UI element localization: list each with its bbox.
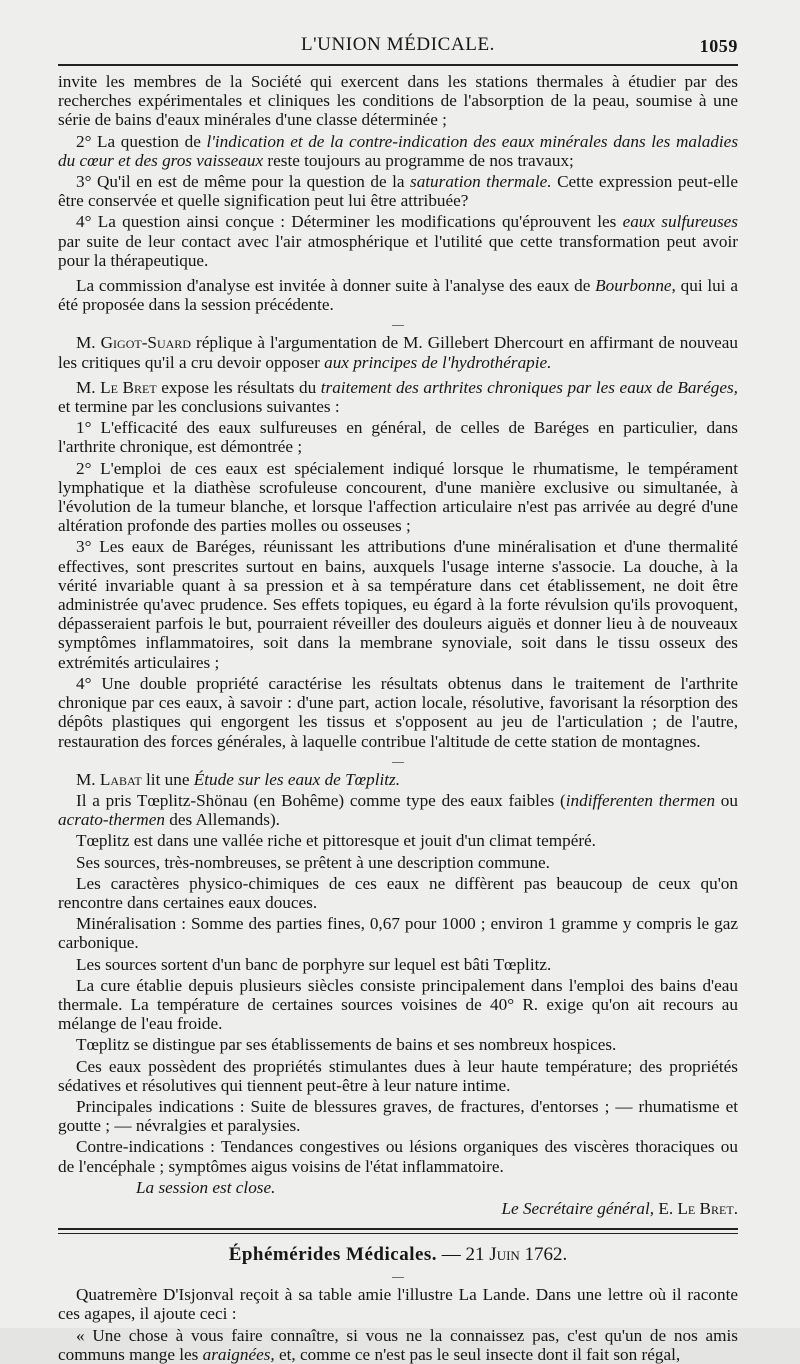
paragraph: Tœplitz est dans une vallée riche et pittoresque et jouit d'un climat tempéré. <box>76 831 596 851</box>
paragraph: Ses sources, très-nombreuses, se prêtent à une description commune. <box>76 852 550 872</box>
section-dash: — <box>392 317 404 332</box>
paragraph: 1° L'efficacité des eaux sulfureuses en général, de celles de Baréges en particulier, dans l'arthrite chronique, est démontrée ; <box>58 418 738 457</box>
section-heading <box>58 1244 738 1266</box>
section-divider <box>58 1228 738 1234</box>
section-title: Éphémérides Médicales. <box>228 1244 438 1266</box>
section-dash: — <box>392 1269 404 1284</box>
paragraph: Les caractères physico-chimiques de ces eaux ne diffèrent pas beaucoup de ceux qu'on rencontre dans certaines eaux douces. <box>58 873 738 912</box>
paragraph: invite les membres de la Société qui exercent dans les stations thermales à étudier par des recherches expérimentales et cliniques les conditions de l'absorption de la peau, soumise à une série de bains d'eaux minérales d'une classe déterminée ; <box>58 72 738 130</box>
paragraph: Principales indications : Suite de blessures graves, de fractures, d'entorses ; — rhumatisme et goutte ; — névralgies et paralysies. <box>58 1096 738 1136</box>
section-date: — 21 Juin 1762. <box>437 1244 568 1266</box>
header-rule <box>58 64 738 66</box>
paragraph: 2° La question de l'indication et de la contre-indication des eaux minérales dans les maladies du cœur et des gros vaisseaux reste toujours au programme de nos travaux; <box>58 131 739 170</box>
paragraph: La commission d'analyse est invitée à donner suite à l'analyse des eaux de Bourbonne, qui lui a été proposée dans la session précédente. <box>58 276 738 315</box>
page-number: 1059 <box>699 36 738 56</box>
paragraph: 2° L'emploi de ces eaux est spécialement indiqué lorsque le rhumatisme, le tempérament lymphatique et la diathèse scrofuleuse concourent, d'une manière exclusive ou simultanée, à l'évolution de la tumeur blanche, et lorsque l'affection articulaire n'est pas arrivée au degré d'une altération profonde des parties molles ou osseuses ; <box>58 458 738 536</box>
paragraph: M. Gigot-Suard réplique à l'argumentation de M. Gillebert Dhercourt en affirmant de nouveau les critiques qu'il a cru devoir opposer aux principes de l'hydrothérapie. <box>58 333 738 372</box>
paragraph: Il a pris Tœplitz-Shönau (en Bohême) comme type des eaux faibles (indifferenten thermen ou acrato-thermen des Allemands). <box>58 790 738 830</box>
paragraph: Les sources sortent d'un banc de porphyre sur lequel est bâti Tœplitz. <box>76 954 552 974</box>
paragraph: M. Labat lit une Étude sur les eaux de Tœplitz. <box>76 769 401 789</box>
running-head <box>58 30 738 60</box>
paragraph: Quatremère D'Isjonval reçoit à sa table amie l'illustre La Lande. Dans une lettre où il raconte ces agapes, il ajoute ceci : <box>58 1285 738 1324</box>
paragraph: M. Le Bret expose les résultats du traitement des arthrites chroniques par les eaux de Baréges, et termine par les conclusions suivantes : <box>58 377 738 417</box>
paragraph: 3° Les eaux de Baréges, réunissant les attributions d'une minéralisation et d'une thermalité effectives, sont prescrites surtout en bains, auxquels l'usage interne s'associe. La douche, à la vérité invariable quant à sa pression et à sa température dans cet établissement, ne doit être administrée qu'avec prudence. Ses effets topiques, eu égard à la forte révulsion qu'ils provoquent, dépasseraient parfois le but, pourraient réveiller des douleurs aiguës et donner lieu à de nouveaux symptômes inflammatoires, soit dans la membrane synoviale, soit dans le tissu osseux des extrémités articulaires ; <box>58 537 738 672</box>
paragraph: 3° Qu'il en est de même pour la question de la saturation thermale. Cette expression peut-elle être conservée et quelle signification peut lui être attribuée? <box>58 172 738 211</box>
section-dash: — <box>392 753 404 768</box>
journal-title: L'UNION MÉDICALE. <box>300 34 496 55</box>
closing-line: La session est close. <box>136 1177 276 1197</box>
paragraph: 4° La question ainsi conçue : Déterminer les modifications qu'éprouvent les eaux sulfureuses par suite de leur contact avec l'air atmosphérique et l'utilité que cette transformation peut avoir pour la thérapeutique. <box>58 212 738 270</box>
paragraph: Ces eaux possèdent des propriétés stimulantes dues à leur haute température; des propriétés sédatives et résolutives qui tiennent peut-être à leur nature intime. <box>58 1056 738 1095</box>
paragraph: La cure établie depuis plusieurs siècles consiste principalement dans l'emploi des bains d'eau thermale. La température de certaines sources voisines de 40° R. exige qu'on ait recours au mélange de l'eau froide. <box>58 975 738 1034</box>
paragraph: Tœplitz se distingue par ses établissements de bains et ses nombreux hospices. <box>76 1035 617 1055</box>
paragraph: Contre-indications : Tendances congestives ou lésions organiques des viscères thoraciques ou de l'encéphale ; symptômes aigus voisins de l'état inflammatoire. <box>58 1137 738 1176</box>
paragraph: 4° Une double propriété caractérise les résultats obtenus dans le traitement de l'arthrite chronique par ces eaux, à savoir : d'une part, action locale, résolutive, favorisant la résorption des dépôts plastiques qui engorgent les tissus et s'opposent au jeu de l'articulation ; de l'autre, restauration des forces générales, à laquelle contribue l'altitude de cette station de montagnes. <box>58 673 738 751</box>
signature: Le Secrétaire général, E. Le Bret. <box>501 1198 738 1218</box>
paragraph: Minéralisation : Somme des parties fines, 0,67 pour 1000 ; environ 1 gramme y compris le gaz carbonique. <box>58 914 738 953</box>
paragraph: « Une chose à vous faire connaître, si vous ne la connaissez pas, c'est qu'un de nos amis communs mange les araignées, et, comme ce n'est pas le seul insecte dont il fait son régal, <box>58 1325 738 1364</box>
